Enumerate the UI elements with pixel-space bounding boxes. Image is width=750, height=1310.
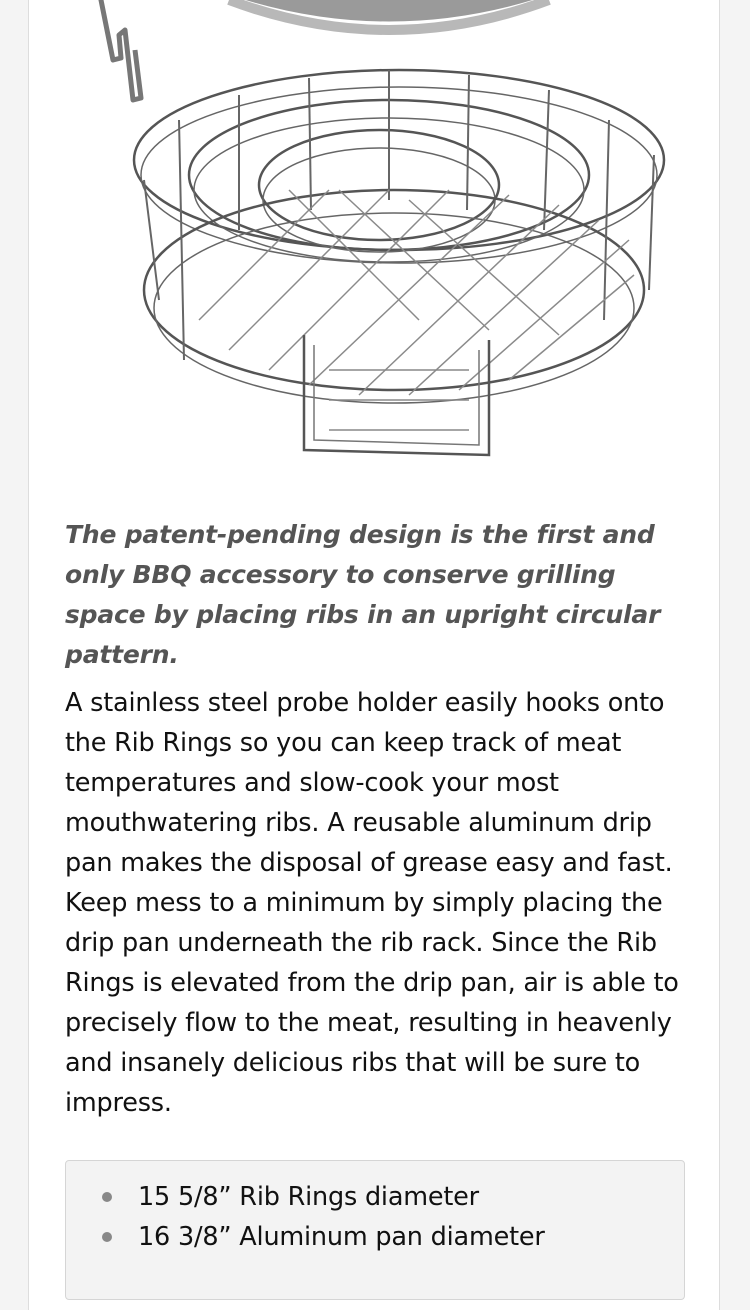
spec-text: 16 3/8” Aluminum pan diameter bbox=[138, 1222, 545, 1252]
product-description: A stainless steel probe holder easily hooks onto the Rib Rings so you can keep track of meat temperatures and slow-cook your most mouthwatering ribs. A reusable aluminum drip pan makes the disposal of grease easy and fast. Keep mess to a minimum by simply placing the drip pan underneath the rib rack. Since the Rib Rings is elevated from the drip pan, air is able to precisely flow to the meat, resulting in heavenly and insanely delicious ribs that will be sure to impress. bbox=[65, 688, 679, 1118]
product-image bbox=[89, 0, 689, 490]
spec-item-diameter bbox=[66, 1177, 684, 1217]
bullet-icon bbox=[102, 1192, 112, 1202]
specs-list bbox=[66, 1161, 684, 1257]
spec-item-pan-diameter bbox=[66, 1217, 684, 1257]
product-tagline: The patent-pending design is the first and only BBQ accessory to conserve grilling space by placing ribs in an upright circular pattern. bbox=[65, 520, 661, 669]
specs-box bbox=[65, 1160, 685, 1300]
spec-text: 15 5/8” Rib Rings diameter bbox=[138, 1182, 479, 1212]
bullet-icon bbox=[102, 1232, 112, 1242]
product-description-card bbox=[28, 0, 720, 1310]
